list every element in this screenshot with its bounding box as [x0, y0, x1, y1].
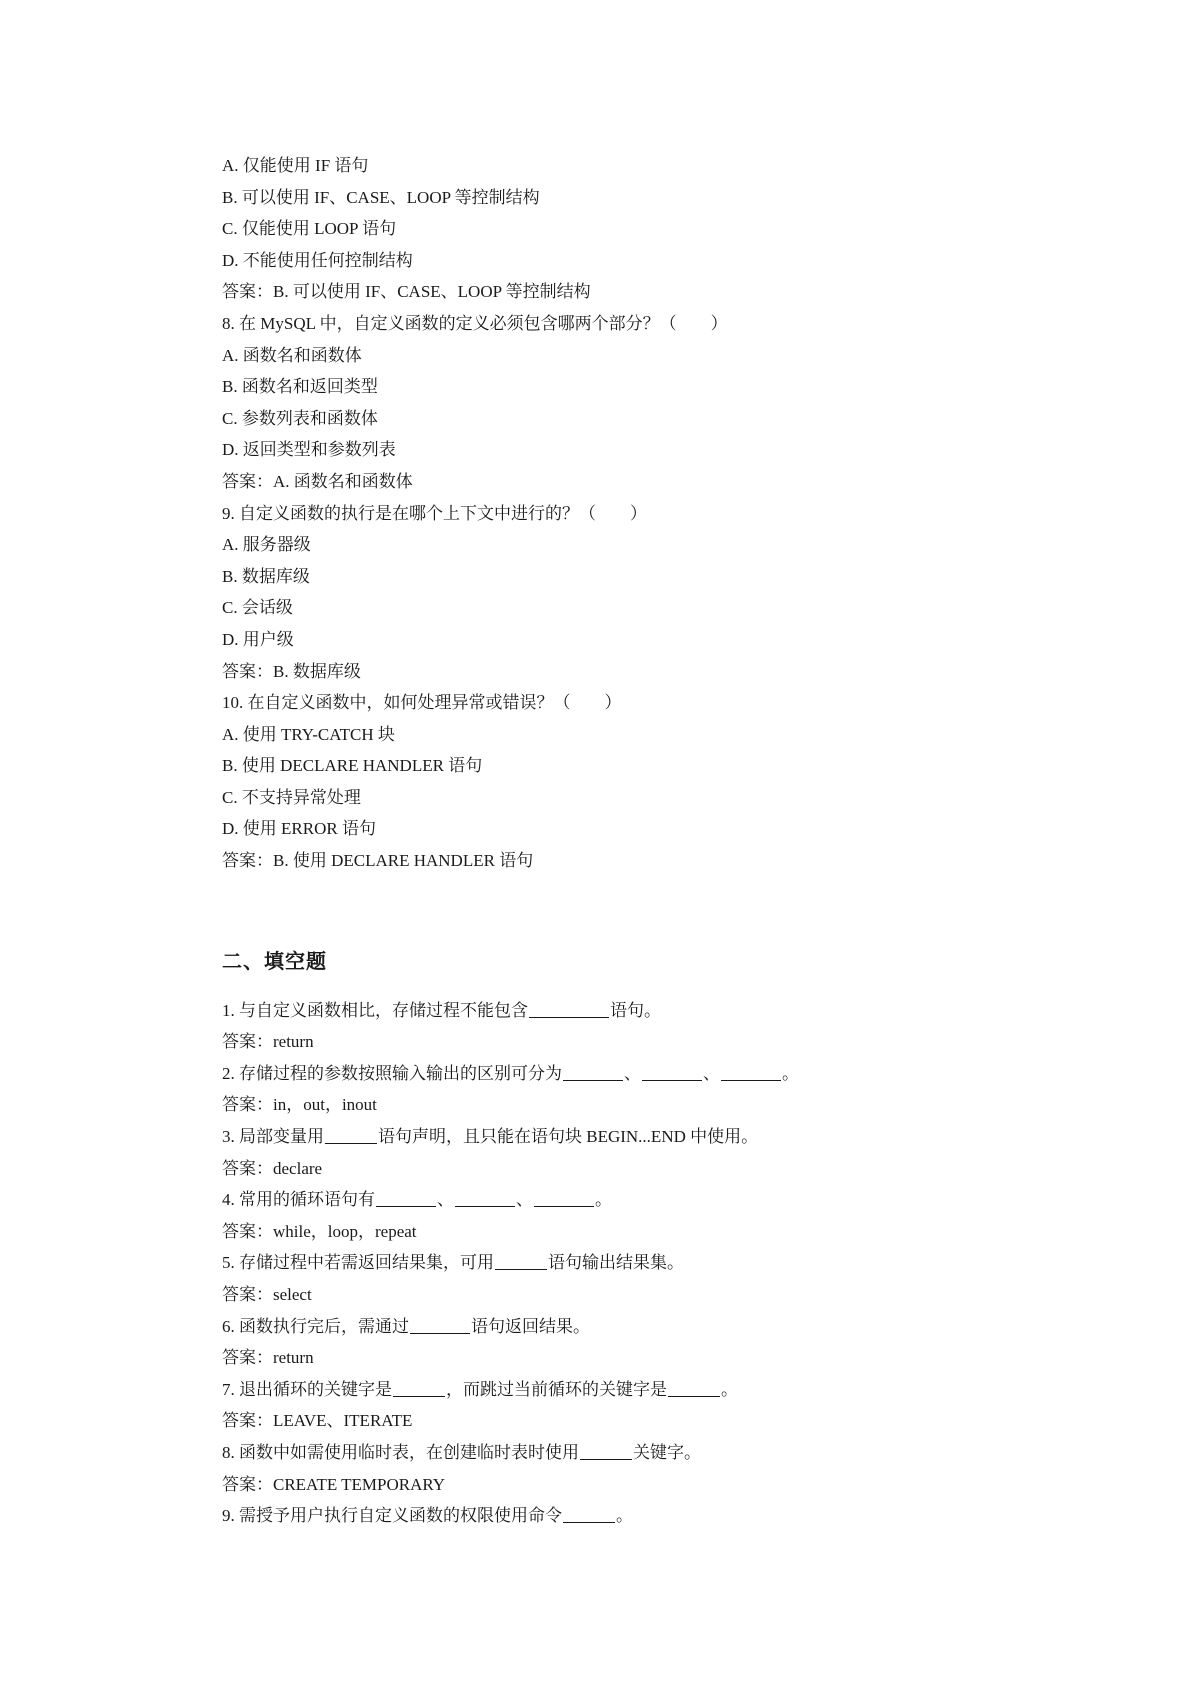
fill-blank: [563, 1062, 623, 1081]
option-line: A. 函数名和函数体: [222, 345, 362, 365]
section-spacer: [222, 877, 1042, 935]
heading-spacer: [222, 987, 1042, 995]
option-line: D. 返回类型和参数列表: [222, 440, 396, 460]
question-text: 4. 常用的循环语句有: [222, 1190, 375, 1210]
question-text: 9. 需授予用户执行自定义函数的权限使用命令: [222, 1506, 562, 1526]
option-line: D. 用户级: [222, 629, 294, 649]
separator: 、: [437, 1190, 454, 1210]
question-line: [222, 1184, 1042, 1216]
fill-blank: [721, 1062, 781, 1081]
question-line: [222, 1437, 1042, 1469]
question-line: [222, 1311, 1042, 1343]
fill-blank: [376, 1188, 436, 1207]
option-line: C. 仅能使用 LOOP 语句: [222, 219, 397, 239]
option-line: B. 可以使用 IF、CASE、LOOP 等控制结构: [222, 187, 540, 207]
question-text: ，而跳过当前循环的关键字是: [446, 1379, 667, 1399]
option-line: B. 使用 DECLARE HANDLER 语句: [222, 756, 483, 776]
question-line: [222, 1121, 1042, 1153]
option-line: B. 函数名和返回类型: [222, 377, 378, 397]
option-line: C. 会话级: [222, 598, 293, 618]
fill-blank: [325, 1125, 377, 1144]
fill-blank: [529, 999, 609, 1018]
answer-line: 答案：CREATE TEMPORARY: [222, 1474, 446, 1494]
fill-blank: [642, 1062, 702, 1081]
fill-blank: [410, 1315, 470, 1334]
question-text: 语句输出结果集。: [548, 1253, 684, 1273]
option-line: B. 数据库级: [222, 566, 310, 586]
question-text: 1. 与自定义函数相比，存储过程不能包含: [222, 1000, 528, 1020]
option-line: D. 使用 ERROR 语句: [222, 819, 376, 839]
question-end: 。: [616, 1506, 633, 1526]
question-text: 2. 存储过程的参数按照输入输出的区别可分为: [222, 1063, 562, 1083]
question-text: 语句声明，且只能在语句块 BEGIN...END 中使用。: [378, 1127, 759, 1147]
question-end: 。: [595, 1190, 612, 1210]
question-text: 6. 函数执行完后，需通过: [222, 1316, 409, 1336]
question-text: 语句返回结果。: [471, 1316, 590, 1336]
question-line: [222, 1247, 1042, 1279]
fill-blank: [534, 1188, 594, 1207]
answer-line: 答案：LEAVE、ITERATE: [222, 1411, 413, 1431]
answer-line: 答案：while，loop，repeat: [222, 1221, 417, 1241]
question-text: 7. 退出循环的关键字是: [222, 1379, 392, 1399]
question-text: 语句。: [610, 1000, 661, 1020]
option-line: A. 使用 TRY-CATCH 块: [222, 724, 395, 744]
question-text: 关键字。: [633, 1442, 701, 1462]
question-line: [222, 1374, 1042, 1406]
separator: 、: [624, 1063, 641, 1083]
fill-blank: [495, 1251, 547, 1270]
fill-blank: [563, 1504, 615, 1523]
fill-blank: [455, 1188, 515, 1207]
answer-line: 答案：select: [222, 1285, 312, 1304]
option-line: C. 参数列表和函数体: [222, 408, 378, 428]
section-heading: 二、填空题: [222, 948, 327, 973]
option-line: A. 仅能使用 IF 语句: [222, 156, 369, 175]
question-line: [222, 1058, 1042, 1090]
answer-line: 答案：return: [222, 1348, 314, 1368]
option-line: C. 不支持异常处理: [222, 787, 361, 807]
question-end: 。: [782, 1063, 799, 1083]
answer-line: 答案：B. 数据库级: [222, 661, 361, 681]
answer-line: 答案：in，out，inout: [222, 1095, 377, 1115]
answer-line: 答案：return: [222, 1032, 314, 1052]
question-text: 5. 存储过程中若需返回结果集，可用: [222, 1253, 494, 1273]
fill-blank: [393, 1378, 445, 1397]
fill-blank: [580, 1441, 632, 1460]
question-line: [222, 1500, 1042, 1532]
answer-line: 答案：A. 函数名和函数体: [222, 471, 413, 491]
answer-line: 答案：B. 使用 DECLARE HANDLER 语句: [222, 851, 534, 871]
option-line: D. 不能使用任何控制结构: [222, 250, 413, 270]
question-line: 9. 自定义函数的执行是在哪个上下文中进行的？（ ）: [222, 503, 647, 523]
answer-line: 答案：declare: [222, 1158, 323, 1178]
question-line: 8. 在 MySQL 中，自定义函数的定义必须包含哪两个部分？（ ）: [222, 313, 728, 333]
question-text: 8. 函数中如需使用临时表，在创建临时表时使用: [222, 1442, 579, 1462]
question-line: [222, 995, 1042, 1027]
question-text: 3. 局部变量用: [222, 1127, 324, 1147]
option-line: A. 服务器级: [222, 535, 311, 555]
separator: 、: [703, 1063, 720, 1083]
page-content: [222, 150, 1042, 1532]
separator: 、: [516, 1190, 533, 1210]
answer-line: 答案：B. 可以使用 IF、CASE、LOOP 等控制结构: [222, 282, 591, 302]
question-line: 10. 在自定义函数中，如何处理异常或错误？（ ）: [222, 693, 622, 713]
fill-blank: [668, 1378, 720, 1397]
question-end: 。: [721, 1379, 738, 1399]
